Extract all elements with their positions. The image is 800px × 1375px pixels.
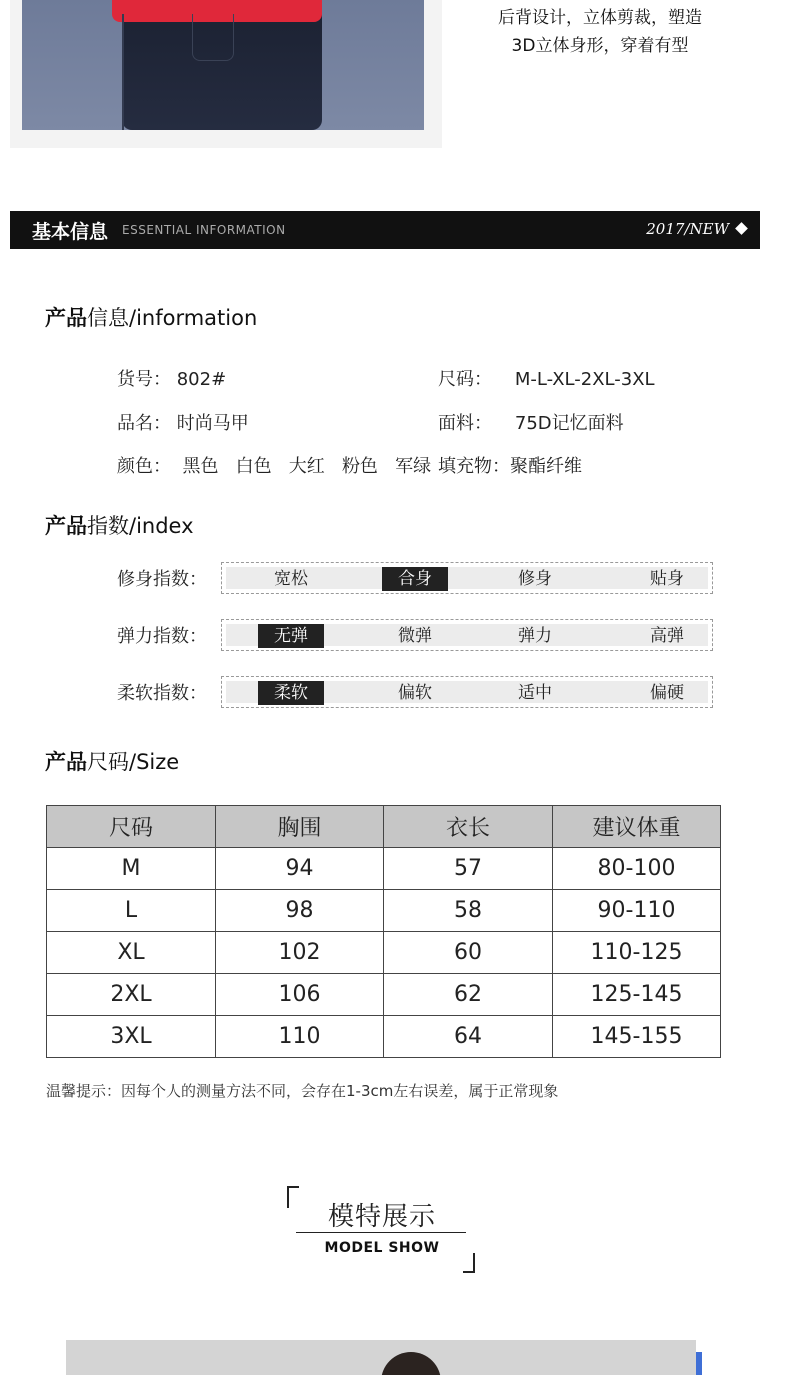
size-table-row <box>47 932 721 974</box>
product-index-heading-rest: 指数/index <box>87 514 194 538</box>
info-name: 品名： 时尚马甲 <box>117 413 249 434</box>
size-table <box>46 805 721 1058</box>
index-option-selected: 合身 <box>382 567 448 591</box>
index-option: 微弹 <box>398 626 432 646</box>
banner-title-cn: 基本信息 <box>32 221 109 243</box>
essential-info-banner <box>10 211 760 249</box>
size-table-header-cell: 胸围 <box>216 806 384 848</box>
banner-tag <box>646 220 746 238</box>
index-option: 高弹 <box>650 626 684 646</box>
size-table-cell: 57 <box>384 848 553 890</box>
index-bar <box>221 676 713 708</box>
jeans-pocket-shape <box>192 14 234 61</box>
info-colors: 颜色： 黑色 白色 大红 粉色 军绿 <box>117 456 432 477</box>
product-info-heading <box>45 302 257 332</box>
top-caption-line2: 3D立体身形，穿着有型 <box>511 36 689 56</box>
size-table-cell: 60 <box>384 932 553 974</box>
top-caption-line1: 后背设计，立体剪裁，塑造 <box>498 8 702 28</box>
size-table-cell: M <box>47 848 216 890</box>
size-table-cell: 102 <box>216 932 384 974</box>
product-index-heading <box>45 510 194 540</box>
size-table-cell: 2XL <box>47 974 216 1016</box>
model-show-title-cn: 模特展示 <box>327 1202 436 1232</box>
index-bar <box>221 619 713 651</box>
index-row-label: 弹力指数： <box>117 626 207 647</box>
model-photo <box>66 1340 696 1375</box>
size-table-cell: 80-100 <box>553 848 721 890</box>
model-show-divider <box>296 1232 466 1233</box>
size-table-cell: 125-145 <box>553 974 721 1016</box>
index-row-label: 柔软指数： <box>117 683 207 704</box>
info-filling: 填充物：聚酯纤维 <box>438 456 582 477</box>
size-table-row <box>47 848 721 890</box>
top-caption <box>450 4 750 60</box>
index-option: 贴身 <box>650 569 684 589</box>
index-option-selected: 无弹 <box>258 624 324 648</box>
product-size-heading <box>45 746 179 776</box>
jeans-seam-shape <box>122 14 124 130</box>
product-info-heading-bold: 产品 <box>45 306 87 330</box>
size-table-cell: 3XL <box>47 1016 216 1058</box>
size-table-cell: 90-110 <box>553 890 721 932</box>
index-option: 偏软 <box>398 683 432 703</box>
info-sku: 货号： 802# <box>117 369 227 390</box>
size-table-cell: 110-125 <box>553 932 721 974</box>
model-show-title-en: MODEL SHOW <box>324 1240 440 1256</box>
banner-title-en: ESSENTIAL INFORMATION <box>122 223 286 237</box>
banner-tag-text: 2017/NEW <box>646 220 729 238</box>
size-table-cell: 64 <box>384 1016 553 1058</box>
size-table-row <box>47 974 721 1016</box>
size-table-header-cell: 建议体重 <box>553 806 721 848</box>
size-note: 温馨提示：因每个人的测量方法不同，会存在1-3cm左右误差，属于正常现象 <box>46 1082 559 1100</box>
info-sizes: 尺码： M-L-XL-2XL-3XL <box>438 369 655 390</box>
size-table-cell: 58 <box>384 890 553 932</box>
product-index-heading-bold: 产品 <box>45 514 87 538</box>
index-option: 修身 <box>518 569 552 589</box>
size-table-cell: 110 <box>216 1016 384 1058</box>
index-option: 弹力 <box>518 626 552 646</box>
index-row-label: 修身指数： <box>117 569 207 590</box>
size-table-cell: XL <box>47 932 216 974</box>
model-hair-shape <box>381 1352 441 1375</box>
size-table-cell: 98 <box>216 890 384 932</box>
size-table-cell: 106 <box>216 974 384 1016</box>
size-table-row <box>47 1016 721 1058</box>
size-table-cell: 94 <box>216 848 384 890</box>
size-table-cell: 145-155 <box>553 1016 721 1058</box>
size-table-header-cell: 衣长 <box>384 806 553 848</box>
corner-bracket-bottom-right <box>463 1253 475 1273</box>
accent-bar <box>696 1352 702 1375</box>
product-size-heading-rest: 尺码/Size <box>87 750 180 774</box>
size-table-header-row <box>47 806 721 848</box>
index-option: 偏硬 <box>650 683 684 703</box>
diamond-icon <box>735 222 748 235</box>
info-fabric: 面料： 75D记忆面料 <box>438 413 624 434</box>
product-photo-jeans <box>22 0 424 130</box>
index-option: 适中 <box>518 683 552 703</box>
size-table-header-cell: 尺码 <box>47 806 216 848</box>
size-table-cell: L <box>47 890 216 932</box>
index-option-selected: 柔软 <box>258 681 324 705</box>
size-table-row <box>47 890 721 932</box>
index-option: 宽松 <box>274 569 308 589</box>
index-bar <box>221 562 713 594</box>
product-size-heading-bold: 产品 <box>45 750 87 774</box>
product-info-heading-rest: 信息/information <box>87 306 258 330</box>
size-table-cell: 62 <box>384 974 553 1016</box>
